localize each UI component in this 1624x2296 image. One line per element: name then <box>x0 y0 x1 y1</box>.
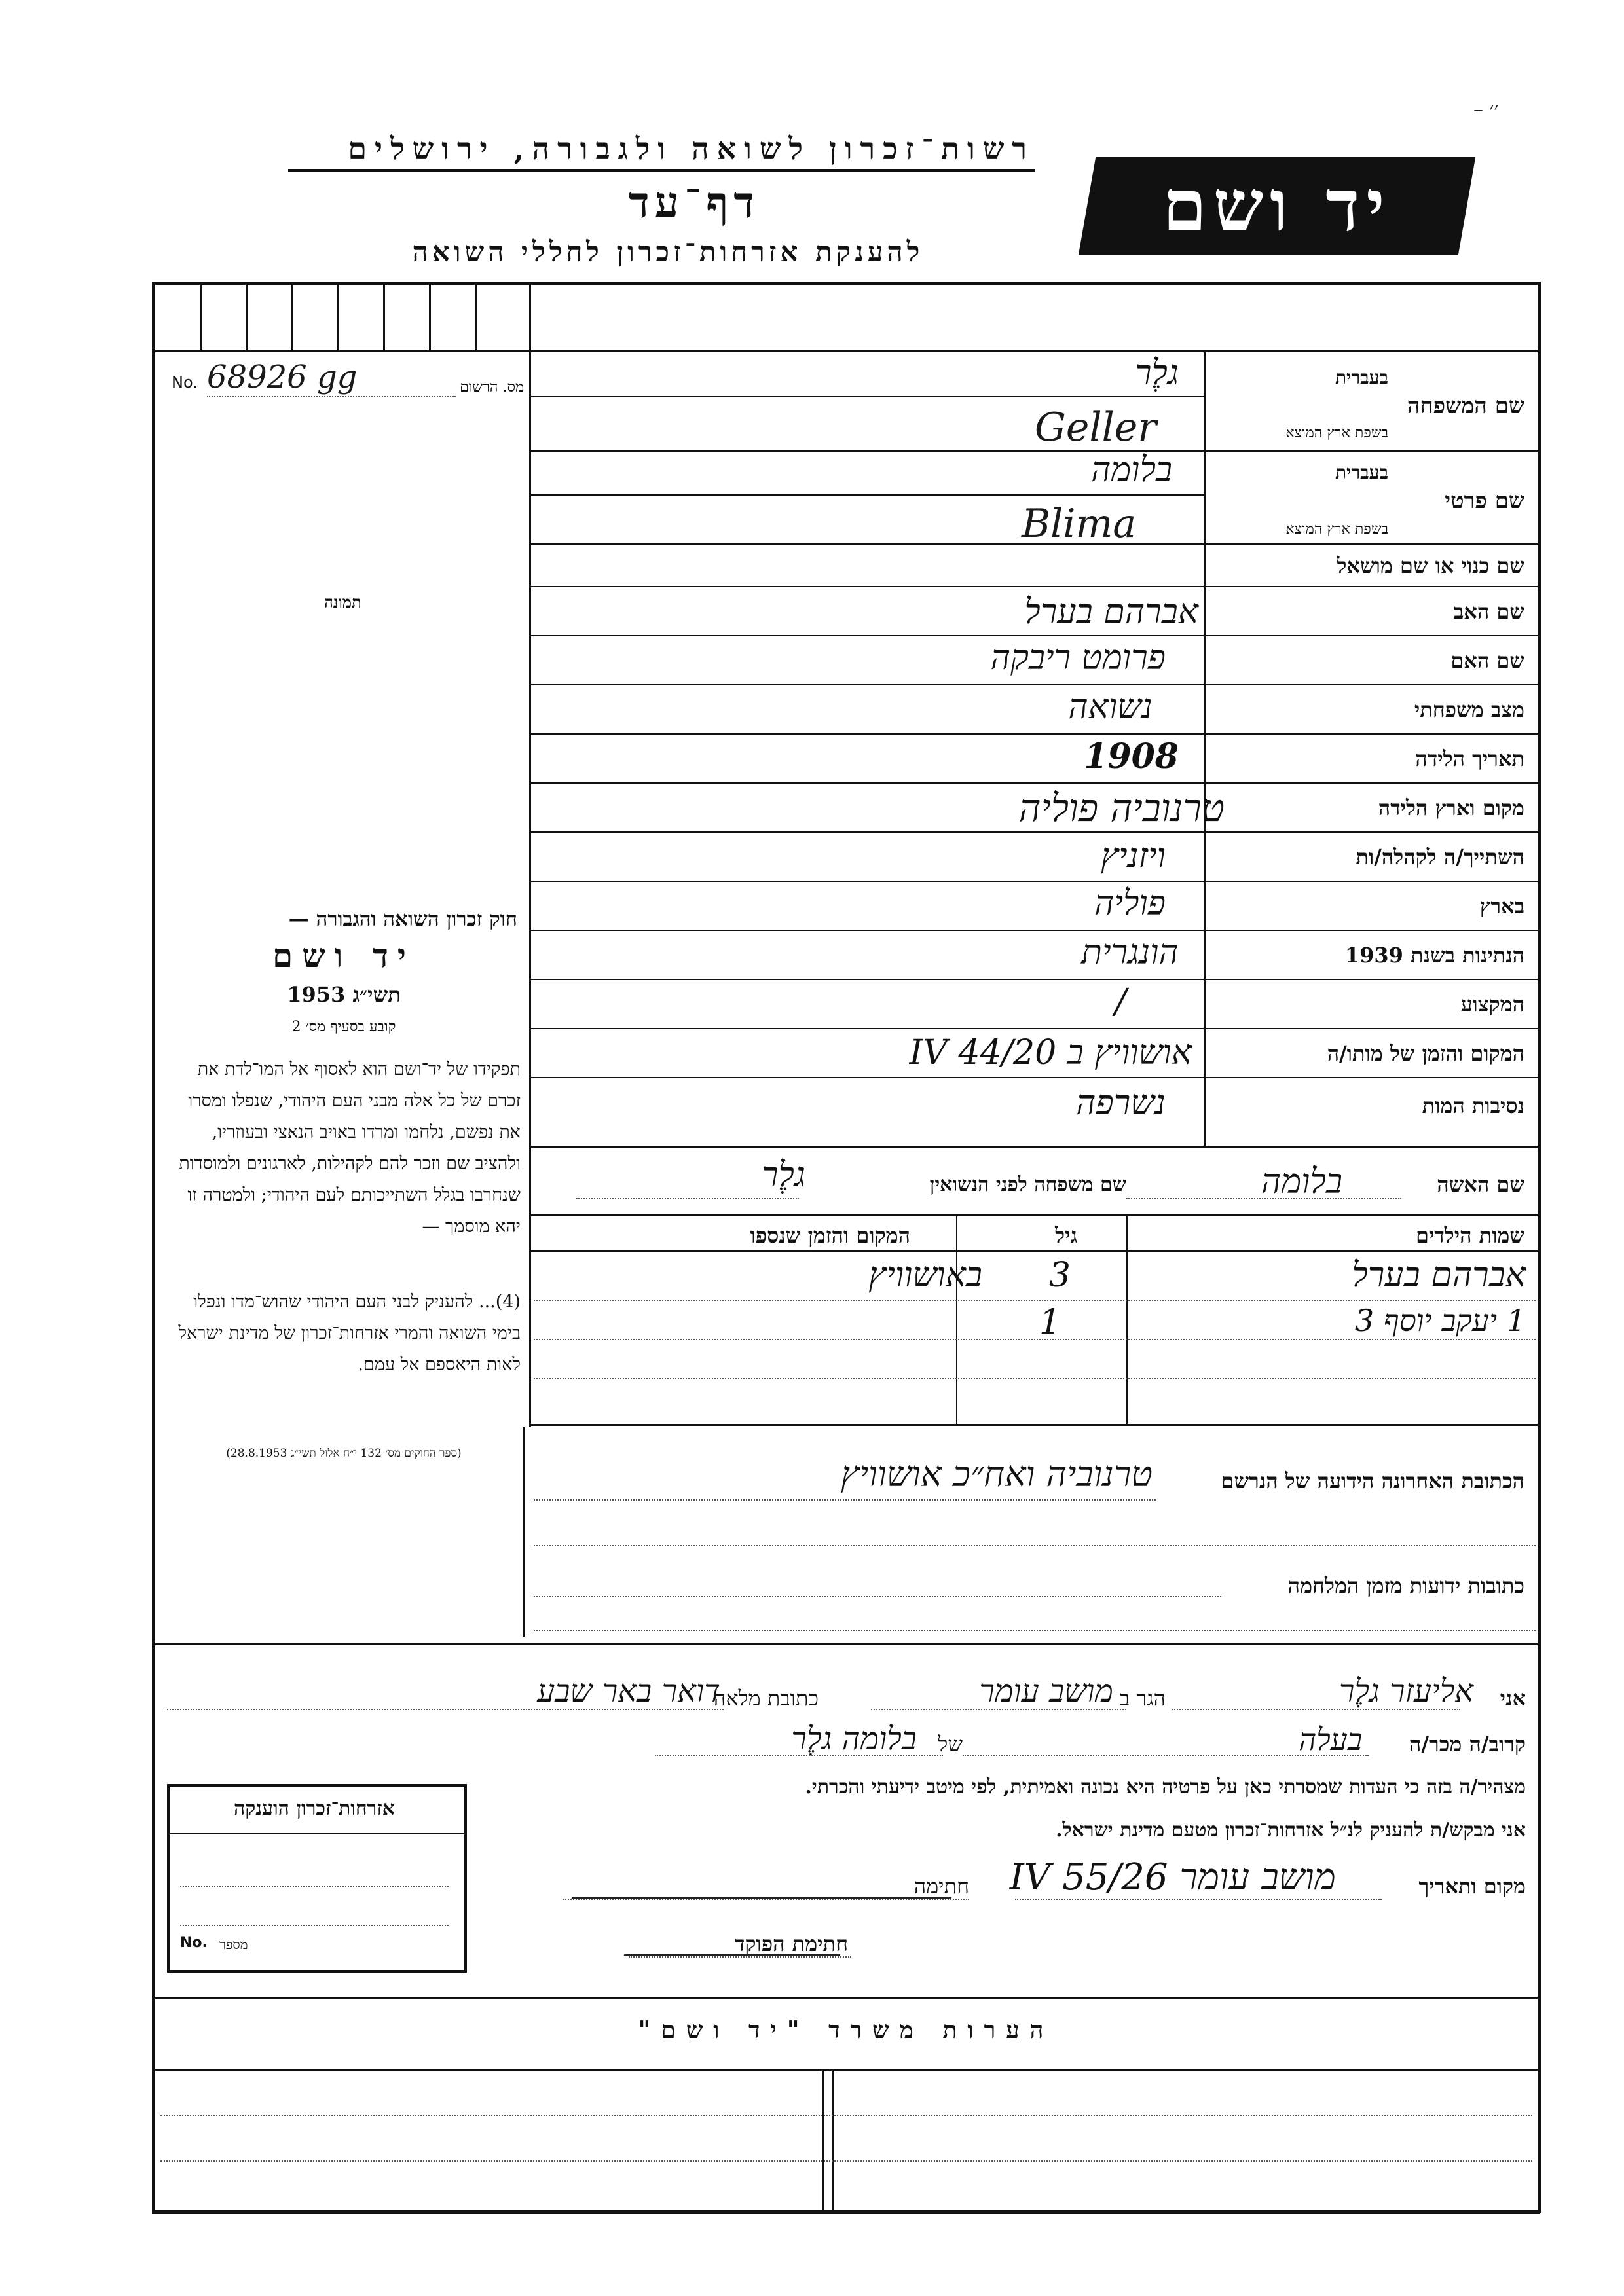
row-line <box>529 733 1541 735</box>
signature-dots <box>563 1899 969 1900</box>
notes-line <box>160 2115 1532 2116</box>
child-1-place[interactable]: באושוויץ <box>868 1256 982 1295</box>
form-title: דף־עד <box>628 177 760 228</box>
notes-title: הערות משרד "יד ושם" <box>638 2016 1054 2044</box>
form-top-border <box>152 282 1540 285</box>
strip-cell <box>200 282 202 350</box>
yad-vashem-logo-text: יד ושם <box>1162 165 1392 247</box>
declarant-name-dots <box>1172 1709 1460 1710</box>
registration-no-prefix: No. <box>172 373 198 392</box>
spouse-first-name-value[interactable]: בלומה <box>1261 1162 1342 1201</box>
officer-signature-mark <box>623 1928 850 1956</box>
father-label: שם האב <box>1453 599 1524 624</box>
first-name-hebrew-value[interactable]: בלומה <box>1091 450 1172 490</box>
row-line <box>529 1077 1541 1078</box>
wartime-address-dots-2 <box>534 1630 1536 1631</box>
law-footnote: (ספר החוקים מס׳ 132 י״ח אלול תשי״ג 28.8.1953) <box>226 1447 462 1460</box>
officer-signature-dots <box>629 1956 851 1958</box>
left-column-divider-lower <box>523 1427 525 1637</box>
law-paragraph-1: תפקידו של יד־ושם הוא לאסוף אל המו־לדת את זכרם של כל אלה מבני העם היהודי, שנפלו ומסרו את נפשם, נלחמו ומרדו באויב הנאצי ובעוזריו, ולהציב שם וזכר להם לקהילות, לארגונים ולמוסדות שנחרבו בגלל השתייכותם לעם היהודי; ולמטרה זו יהא מוסמך — <box>179 1059 521 1237</box>
birth-place-label: מקום וארץ הלידה <box>1378 795 1524 820</box>
strip-cell <box>337 282 339 350</box>
row-line <box>529 881 1541 882</box>
declarant-address-dots <box>167 1709 724 1710</box>
wartime-address-label: כתובות ידועות מזמן המלחמה <box>1287 1573 1524 1598</box>
community-label: השתייך/ה לקהלה/ות <box>1356 845 1524 869</box>
death-value[interactable]: אושוויץ ב 20/IV 44 <box>909 1033 1192 1072</box>
children-header-line <box>529 1250 1541 1252</box>
circumstances-value[interactable]: נשרפה <box>1076 1084 1166 1123</box>
award-box-dots <box>180 1886 449 1887</box>
row-line <box>529 494 1204 496</box>
children-bottom-line <box>529 1424 1541 1426</box>
registration-label: מס. הרשום <box>460 379 524 395</box>
row-line <box>529 831 1541 833</box>
form-subtitle: להענקת אזרחות־זכרון לחללי השואה <box>412 236 924 268</box>
law-name: יד ושם <box>272 936 415 975</box>
children-header-names: שמות הילדים <box>1416 1223 1524 1248</box>
children-row-line <box>534 1300 1536 1301</box>
children-header-place: המקום והזמן שנספו <box>750 1223 910 1248</box>
children-col-divider <box>956 1214 957 1424</box>
spouse-bottom-line <box>529 1214 1541 1216</box>
top-strip-bottom <box>152 350 1540 352</box>
row-line <box>529 782 1541 784</box>
first-name-latin-value[interactable]: Blima <box>1022 501 1137 547</box>
photo-label: תמונה <box>324 592 361 611</box>
of-value[interactable]: בלומה גלֶר <box>791 1721 917 1757</box>
notes-divider-2 <box>832 2069 834 2210</box>
form-right-border <box>1538 282 1541 2213</box>
first-name-native-sub: בשפת ארץ המוצא <box>1285 521 1388 538</box>
nickname-label: שם כנוי או שם מושאל <box>1337 553 1524 578</box>
left-column-divider <box>529 282 531 1427</box>
of-dots <box>655 1755 943 1756</box>
mother-label: שם האם <box>1450 648 1524 673</box>
child-1-name[interactable]: אברהם בערל <box>1352 1256 1526 1295</box>
profession-label: המקצוע <box>1460 992 1524 1017</box>
children-row-line <box>534 1339 1536 1340</box>
last-address-dots <box>534 1499 1156 1501</box>
declarant-i-label: אני <box>1500 1686 1526 1711</box>
notes-header-line <box>152 2069 1540 2071</box>
law-paragraph-2: (4)... להעניק לבני העם היהודי שהוש־מדו ונפלו בימי השואה והמרי אזרחות־זכרון של מדינת ישראל לאות היאספם אל עמם. <box>178 1292 521 1375</box>
profession-value[interactable]: / <box>1115 982 1126 1021</box>
family-name-native-sub: בשפת ארץ המוצא <box>1285 425 1388 441</box>
citizenship-value[interactable]: הונגרית <box>1081 933 1179 972</box>
declarant-address-value[interactable]: דואר באר שבע <box>537 1673 720 1709</box>
declarant-resides-value[interactable]: מושב עומר <box>979 1673 1113 1709</box>
relative-dots <box>963 1755 1369 1756</box>
father-value[interactable]: אברהם בערל <box>1024 592 1198 632</box>
authority-name: רשות־זכרון לשואה ולגבורה, ירושלים <box>288 131 1035 172</box>
last-address-value[interactable]: טרנוביה ואח״כ אושוויץ <box>840 1453 1153 1495</box>
row-line <box>529 396 1204 397</box>
address-bottom-line <box>152 1643 1540 1645</box>
row-line <box>529 684 1541 685</box>
request-text: אני מבקש/ת להעניק לנ״ל אזרחות־זכרון מטעם מדינת ישראל. <box>1056 1819 1526 1842</box>
strip-cell <box>291 282 293 350</box>
place-date-value[interactable]: מושב עומר 26/IV 55 <box>1009 1856 1336 1899</box>
death-label: המקום והזמן של מותו/ה <box>1327 1041 1524 1066</box>
citizenship-label: הנתינות בשנת 1939 <box>1344 943 1524 968</box>
family-name-hebrew-value[interactable]: גלֶר <box>1134 354 1179 393</box>
award-box-line <box>170 1833 464 1834</box>
officer-signature-label: חתימת הפוקד <box>735 1931 848 1956</box>
declarant-name-value[interactable]: אליעזר גלֶר <box>1338 1673 1473 1709</box>
row-line <box>529 635 1541 636</box>
row-line <box>529 586 1541 587</box>
circumstances-label: נסיבות המות <box>1422 1093 1524 1118</box>
declarant-resides-dots <box>871 1709 1126 1710</box>
marital-label: מצב משפחתי <box>1414 697 1524 722</box>
last-address-label: הכתובת האחרונה הידועה של הנרשם <box>1221 1468 1524 1493</box>
notes-line <box>160 2160 1532 2162</box>
label-column-divider <box>1204 350 1206 1146</box>
family-name-label: שם המשפחה <box>1407 393 1524 419</box>
spouse-label: שם האשה <box>1437 1172 1524 1197</box>
children-col-divider <box>1126 1214 1128 1424</box>
first-name-label: שם פרטי <box>1445 488 1524 514</box>
award-box-title: אזרחות־זכרון הוענקה <box>233 1797 396 1820</box>
law-section: קובע בסעיף מס׳ 2 <box>291 1019 396 1035</box>
strip-cell <box>429 282 431 350</box>
signature-mark <box>571 1871 961 1899</box>
award-box-dots-2 <box>180 1925 449 1926</box>
wartime-address-dots <box>534 1596 1221 1597</box>
child-1-age[interactable]: 3 <box>1048 1256 1071 1295</box>
family-name-latin-value[interactable]: Geller <box>1035 405 1157 450</box>
spouse-maiden-value[interactable]: גלֶר <box>761 1156 805 1195</box>
strip-cell <box>475 282 477 350</box>
spouse-maiden-dots <box>576 1198 799 1199</box>
mother-value[interactable]: פרומט ריבקה <box>990 638 1166 678</box>
form-left-border <box>152 282 155 2213</box>
notes-top-line <box>152 1997 1540 1999</box>
award-box-no-prefix: No. <box>180 1935 208 1951</box>
law-title: חוק זכרון השואה והגבורה — <box>288 907 517 931</box>
community-value[interactable]: ויזניץ <box>1100 837 1166 876</box>
strip-cell <box>383 282 385 350</box>
child-2-age[interactable]: 1 <box>1039 1303 1061 1342</box>
children-header-age: גיל <box>1055 1223 1077 1248</box>
country-label: בארץ <box>1479 894 1524 919</box>
registration-dots <box>207 396 456 397</box>
row-line <box>529 450 1541 452</box>
of-label: של <box>938 1732 963 1757</box>
last-address-dots-2 <box>534 1545 1536 1546</box>
strip-cell <box>246 282 248 350</box>
children-row-line <box>534 1378 1536 1379</box>
birth-place-value[interactable]: טרנוביה פוליה <box>1018 786 1225 830</box>
declarant-resides-label: הגר ב <box>1119 1686 1166 1711</box>
registration-number: 68926 gg <box>207 359 358 395</box>
top-margin-marks: – ׳׳ <box>1473 98 1499 121</box>
place-date-dots <box>1015 1899 1382 1900</box>
declarant-address-label: כתובת מלאה <box>714 1686 819 1711</box>
form-bottom-border <box>152 2210 1540 2214</box>
spouse-maiden-label: שם משפחה לפני הנשואין <box>929 1173 1126 1196</box>
row-line <box>529 979 1541 980</box>
marital-value[interactable]: נשואה <box>1068 687 1153 727</box>
family-name-hebrew-sub: בעברית <box>1335 367 1388 388</box>
row-line <box>529 1146 1541 1148</box>
first-name-hebrew-sub: בעברית <box>1335 462 1388 483</box>
birth-date-value[interactable]: 1908 <box>1084 737 1179 776</box>
row-line <box>529 930 1541 931</box>
place-date-label: מקום ותאריך <box>1418 1874 1526 1899</box>
row-line <box>529 1028 1541 1029</box>
country-value[interactable]: פוליה <box>1094 884 1166 923</box>
child-2-name[interactable]: 1 יעקב יוסף 3 <box>1354 1303 1526 1338</box>
birth-date-label: תאריך הלידה <box>1415 746 1524 771</box>
declaration-text: מצהיר/ה בזה כי העדות שמסרתי כאן על פרטיה היא נכונה ואמיתית, לפי מיטב ידיעתי והכרתי. <box>805 1776 1526 1798</box>
relative-label: קרוב/ה מכר/ה <box>1409 1732 1526 1757</box>
signature-label: חתימה <box>913 1874 969 1899</box>
law-year: תשי״ג 1953 <box>287 982 401 1007</box>
relative-value[interactable]: בעלה <box>1299 1722 1362 1757</box>
notes-divider <box>822 2069 824 2210</box>
award-box-number-label: מספר <box>219 1937 248 1952</box>
